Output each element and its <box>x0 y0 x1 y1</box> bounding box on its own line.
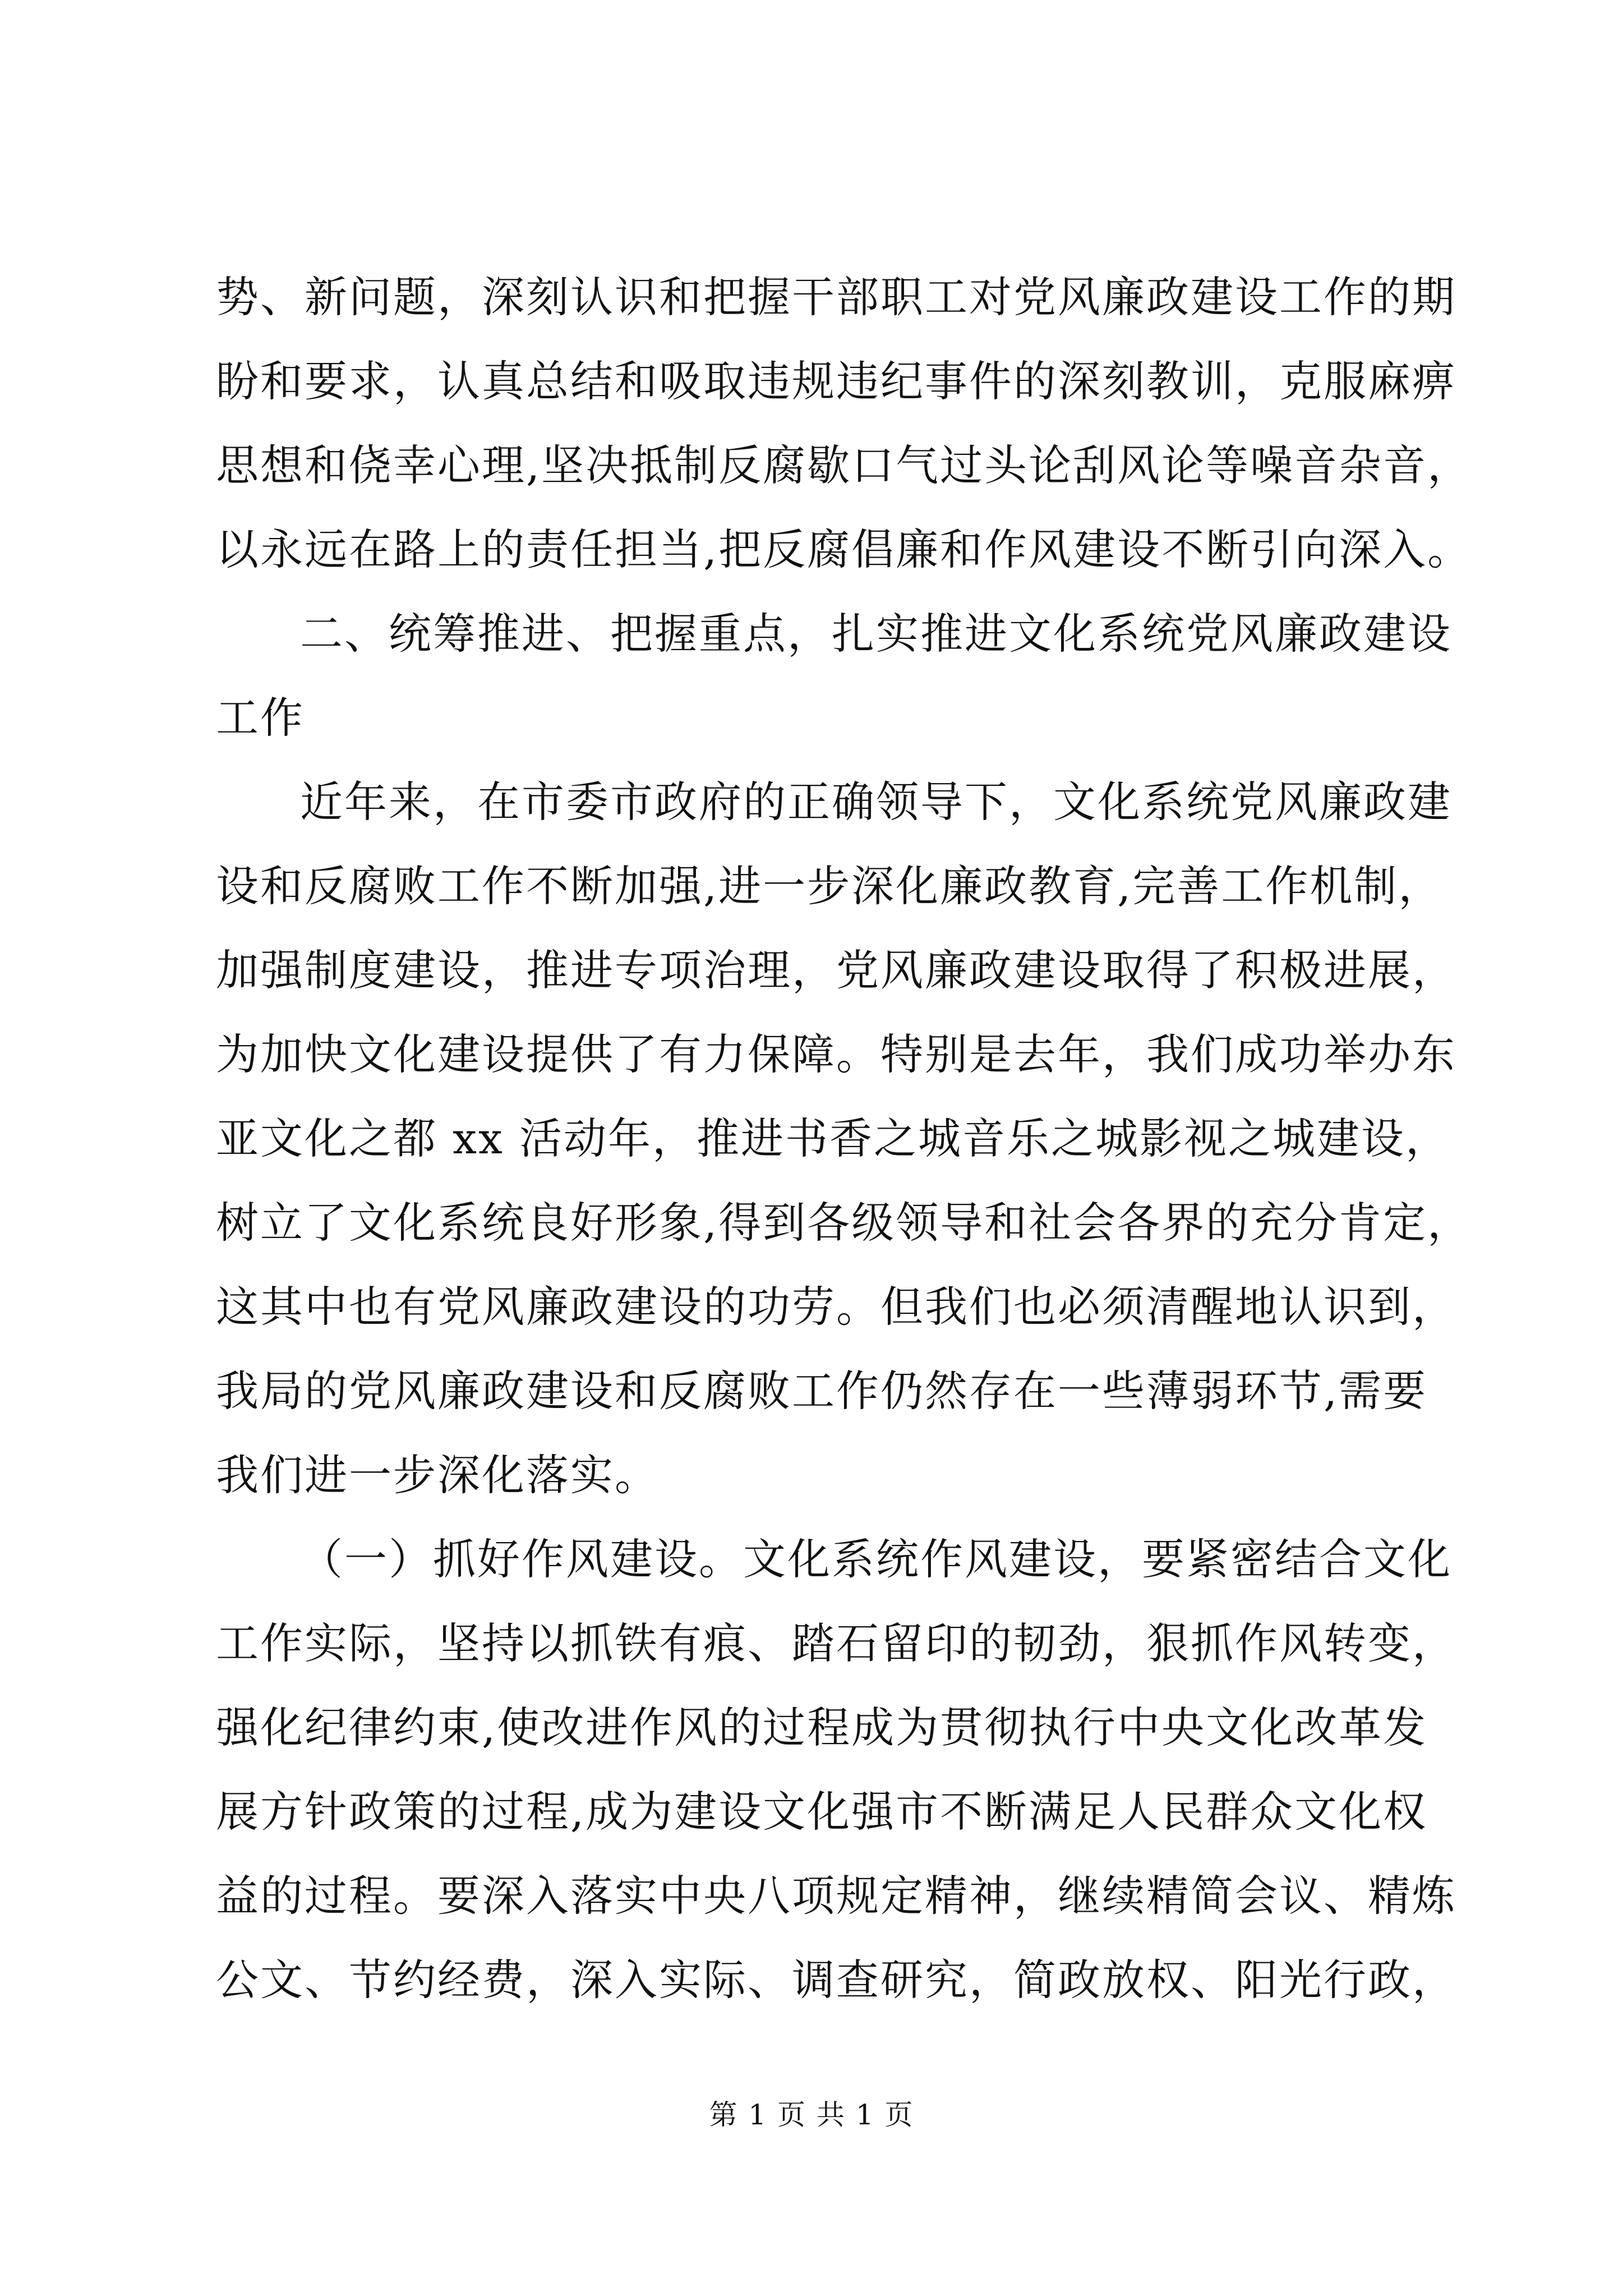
text-line-9: 加强制度建设，推进专项治理，党风廉政建设取得了积极进展， <box>216 945 1456 995</box>
text-line-11: 亚文化之都 xx 活动年，推进书香之城音乐之城影视之城建设， <box>216 1114 1450 1163</box>
section-heading-line-1: 二、统筹推进、把握重点，扎实推进文化系统党风廉政建设 <box>300 609 1452 659</box>
subsection-line-1: （一）抓好作风建设。文化系统作风建设，要紧密结合文化 <box>300 1534 1452 1584</box>
text-line-2: 盼和要求，认真总结和吸取违规违纪事件的深刻教训，克服麻痹 <box>216 356 1456 406</box>
text-line-1: 势、新问题，深刻认识和把握干部职工对党风廉政建设工作的期 <box>216 272 1456 322</box>
page-footer: 第 1 页 共 1 页 <box>709 2099 914 2131</box>
text-line-12: 树立了文化系统良好形象,得到各级领导和社会各界的充分肯定， <box>216 1198 1472 1248</box>
text-line-14: 我局的党风廉政建设和反腐败工作仍然存在一些薄弱环节,需要 <box>216 1366 1428 1416</box>
text-line-15: 我们进一步深化落实。 <box>216 1450 659 1500</box>
text-line-3: 思想和侥幸心理,坚决抵制反腐歇口气过头论刮风论等噪音杂音， <box>216 440 1472 490</box>
text-line-10: 为加快文化建设提供了有力保障。特别是去年，我们成功举办东 <box>216 1029 1456 1079</box>
text-line-20: 益的过程。要深入落实中央八项规定精神，继续精简会议、精炼 <box>216 1871 1456 1921</box>
text-line-13: 这其中也有党风廉政建设的功劳。但我们也必须清醒地认识到， <box>216 1282 1456 1332</box>
text-line-8: 设和反腐败工作不断加强,进一步深化廉政教育,完善工作机制， <box>216 861 1443 911</box>
text-line-19: 展方针政策的过程,成为建设文化强市不断满足人民群众文化权 <box>216 1787 1428 1837</box>
text-line-17: 工作实际，坚持以抓铁有痕、踏石留印的韧劲，狠抓作风转变， <box>216 1618 1456 1668</box>
text-line-4: 以永远在路上的责任担当,把反腐倡廉和作风建设不断引向深入。 <box>216 524 1472 574</box>
text-line-21: 公文、节约经费，深入实际、调查研究，简政放权、阳光行政， <box>216 1955 1456 2005</box>
document-body <box>216 255 1478 2022</box>
text-line-7: 近年来，在市委市政府的正确领导下，文化系统党风廉政建 <box>300 777 1452 827</box>
text-line-18: 强化纪律约束,使改进作风的过程成为贯彻执行中央文化改革发 <box>216 1703 1428 1752</box>
section-heading-line-2: 工作 <box>216 693 305 743</box>
